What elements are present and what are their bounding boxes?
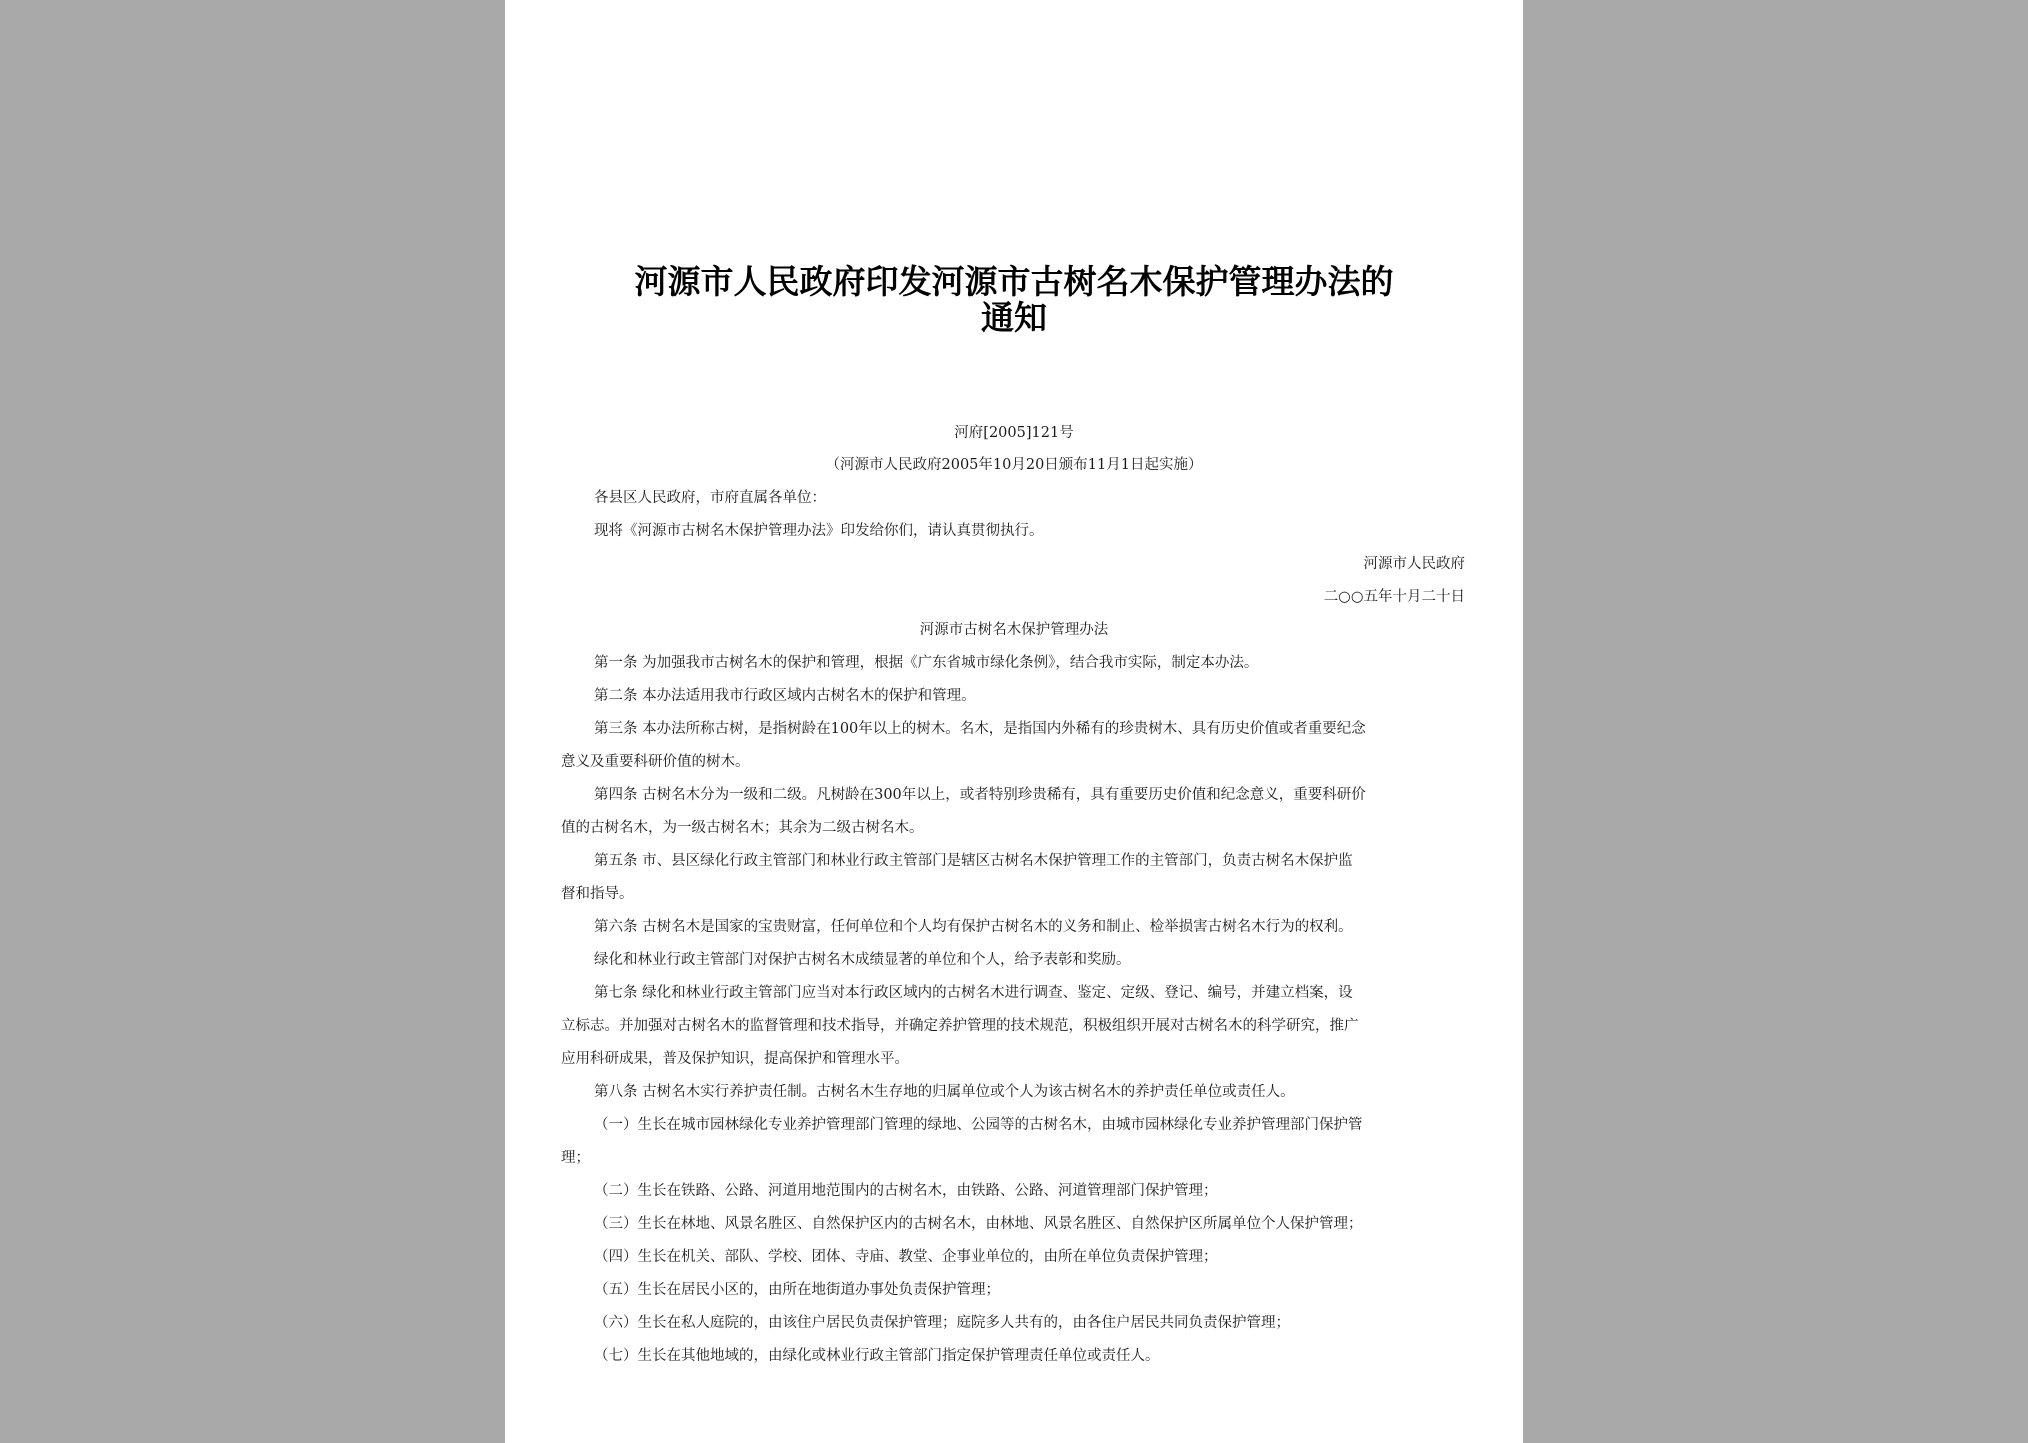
body-line: （二）生长在铁路、公路、河道用地范围内的古树名木，由铁路、公路、河道管理部门保护管理； [594,1183,1218,1199]
intro-paragraph: 现将《河源市古树名木保护管理办法》印发给你们，请认真贯彻执行。 [594,523,1044,539]
body-line: 督和指导。 [561,886,634,902]
signature-date: 二○○五年十月二十日 [1323,589,1465,605]
body-line: 第五条 市、县区绿化行政主管部门和林业行政主管部门是辖区古树名木保护管理工作的主管部门，负责古树名木保护监 [594,853,1353,869]
body-line: （三）生长在林地、风景名胜区、自然保护区内的古树名木，由林地、风景名胜区、自然保护区所属单位个人保护管理； [594,1216,1363,1232]
body-line: 理； [561,1150,590,1166]
body-line: 第四条 古树名木分为一级和二级。凡树龄在300年以上，或者特别珍贵稀有，具有重要历史价值和纪念意义，重要科研价 [594,787,1366,803]
body-line: 绿化和林业行政主管部门对保护古树名木成绩显著的单位和个人，给予表彰和奖励。 [594,952,1131,968]
body-line: 第二条 本办法适用我市行政区域内古树名木的保护和管理。 [594,688,976,704]
measures-title: 河源市古树名木保护管理办法 [919,622,1109,638]
body-line: 立标志。并加强对古树名木的监督管理和技术指导，并确定养护管理的技术规范，积极组织开展对古树名木的科学研究，推广 [561,1018,1359,1034]
body-line: 第七条 绿化和林业行政主管部门应当对本行政区域内的古树名木进行调查、鉴定、定级、登记、编号，并建立档案，设 [594,985,1353,1001]
body-line: 第六条 古树名木是国家的宝贵财富，任何单位和个人均有保护古树名木的义务和制止、检举损害古树名木行为的权利。 [594,919,1353,935]
body-line: 第八条 古树名木实行养护责任制。古树名木生存地的归属单位或个人为该古树名木的养护责任单位或责任人。 [594,1084,1295,1100]
body-line: （七）生长在其他地域的，由绿化或林业行政主管部门指定保护管理责任单位或责任人。 [594,1348,1160,1364]
body-line: 值的古树名木，为一级古树名木；其余为二级古树名木。 [561,820,924,836]
body-line: （四）生长在机关、部队、学校、团体、寺庙、教堂、企事业单位的，由所在单位负责保护管理； [594,1249,1218,1265]
body-line: 第一条 为加强我市古树名木的保护和管理，根据《广东省城市绿化条例》，结合我市实际，制定本办法。 [594,655,1259,671]
signature-org: 河源市人民政府 [1363,556,1465,572]
document-title-line-1: 河源市人民政府印发河源市古树名木保护管理办法的 [634,262,1394,301]
issue-note: （河源市人民政府2005年10月20日颁布11月1日起实施） [825,457,1203,473]
document-page [505,0,1523,1443]
body-line: （五）生长在居民小区的，由所在地街道办事处负责保护管理； [594,1282,1000,1298]
body-line: （一）生长在城市园林绿化专业养护管理部门管理的绿地、公园等的古树名木，由城市园林绿化专业养护管理部门保护管 [594,1117,1363,1133]
body-line: 意义及重要科研价值的树木。 [561,754,750,770]
body-line: 应用科研成果，普及保护知识，提高保护和管理水平。 [561,1051,909,1067]
addressee: 各县区人民政府，市府直属各单位： [594,490,826,506]
document-title-line-2: 通知 [981,298,1047,337]
body-line: （六）生长在私人庭院的，由该住户居民负责保护管理；庭院多人共有的，由各住户居民共同负责保护管理； [594,1315,1290,1331]
body-line: 第三条 本办法所称古树，是指树龄在100年以上的树木。名木，是指国内外稀有的珍贵树木、具有历史价值或者重要纪念 [594,721,1366,737]
document-number: 河府[2005]121号 [954,425,1074,441]
